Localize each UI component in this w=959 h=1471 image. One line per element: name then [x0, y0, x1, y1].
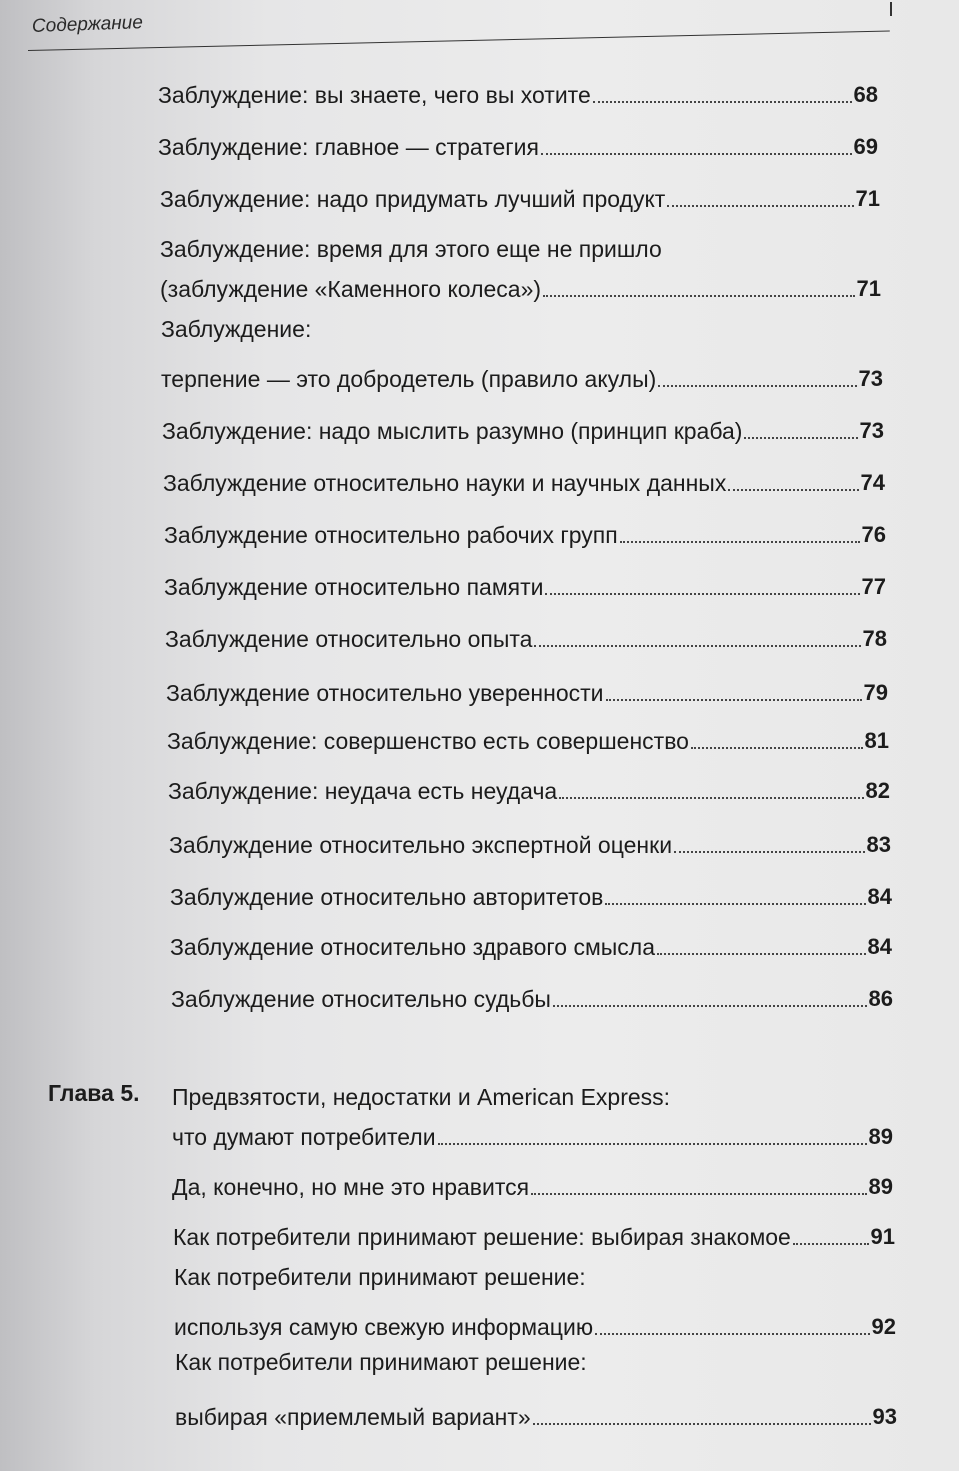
toc-entry-title: Заблуждение относительно рабочих групп [164, 522, 618, 548]
toc-line [174, 1310, 896, 1340]
toc-line [175, 1345, 897, 1375]
toc-entry [167, 724, 889, 754]
toc-entry [164, 570, 886, 600]
toc-entry-title: выбирая «приемлемый вариант» [175, 1404, 531, 1430]
page-number: 71 [855, 186, 880, 211]
toc-entry-title: Заблуждение относительно опыта [165, 626, 533, 652]
toc-entry [173, 1220, 895, 1250]
dot-leader [593, 101, 852, 103]
toc-line [166, 676, 888, 706]
dot-leader [744, 437, 857, 439]
toc-entry [174, 1260, 896, 1340]
page-number: 74 [860, 470, 885, 495]
dot-leader [691, 747, 863, 749]
dot-leader [543, 295, 854, 297]
toc-line [158, 78, 878, 108]
page-number: 84 [867, 884, 892, 909]
toc-line [167, 724, 889, 754]
toc-line [171, 982, 893, 1012]
toc-line [175, 1400, 897, 1430]
page-number: 91 [870, 1224, 895, 1249]
toc-entry [175, 1345, 897, 1430]
page-number: 86 [868, 986, 893, 1011]
toc-entry [161, 312, 883, 392]
toc-line [172, 1120, 893, 1150]
toc-line [161, 362, 883, 392]
toc-entry-title: Заблуждение: время для этого еще не пришло [160, 236, 662, 262]
toc-line [165, 622, 887, 652]
toc-line [158, 130, 878, 160]
toc-line [172, 1080, 893, 1110]
dot-leader [793, 1243, 869, 1245]
page-number: 68 [853, 82, 878, 107]
page-number: 93 [872, 1404, 897, 1429]
page-number: 71 [856, 276, 881, 301]
dot-leader [534, 645, 860, 647]
dot-leader [559, 797, 863, 799]
toc-line [168, 774, 890, 804]
toc-entry-title: используя самую свежую информацию [174, 1314, 594, 1340]
dot-leader [620, 541, 860, 543]
dot-leader [531, 1193, 866, 1195]
dot-leader [667, 205, 853, 207]
toc-entry-title: Как потребители принимают решение: [174, 1264, 586, 1290]
toc-entry-title: Как потребители принимают решение: выбирая знакомое [173, 1224, 791, 1250]
page-number: 92 [871, 1314, 896, 1339]
toc-entry [170, 930, 892, 960]
toc-entry-title: Заблуждение относительно науки и научных данных [163, 470, 727, 496]
page-number: 77 [861, 574, 886, 599]
toc-line [170, 930, 892, 960]
toc-entry [160, 182, 880, 212]
toc-entry [172, 1080, 893, 1150]
toc-entry-title: Заблуждение относительно здравого смысла [170, 934, 655, 960]
toc-entry [160, 232, 881, 302]
page-number: 83 [866, 832, 891, 857]
toc-line [163, 466, 885, 496]
page-number: 76 [861, 522, 886, 547]
toc-line [161, 312, 883, 342]
dot-leader [595, 1333, 869, 1335]
dot-leader [674, 851, 864, 853]
toc-entry [168, 774, 890, 804]
page-number: 84 [867, 934, 892, 959]
toc-entry [171, 982, 893, 1012]
toc-entry-title: Заблуждение относительно авторитетов [170, 884, 604, 910]
toc-entry [165, 622, 887, 652]
dot-leader [541, 153, 852, 155]
toc-line [160, 232, 881, 262]
toc-line [169, 828, 891, 858]
toc-entry-title: Заблуждение относительно судьбы [171, 986, 551, 1012]
dot-leader [605, 903, 865, 905]
dot-leader [657, 953, 866, 955]
toc-line [174, 1260, 896, 1290]
toc-entry-title: Заблуждение: надо мыслить разумно (принцип краба) [162, 418, 743, 444]
dot-leader [533, 1423, 871, 1425]
page-number: 69 [853, 134, 878, 159]
toc-entry [163, 466, 885, 496]
dot-leader [606, 699, 862, 701]
page-number: 81 [864, 728, 889, 753]
page-number: 89 [868, 1124, 893, 1149]
dot-leader [553, 1005, 867, 1007]
page-number: 73 [859, 418, 884, 443]
toc-entry-title: что думают потребители [172, 1124, 436, 1150]
toc-entry-title: Заблуждение относительно памяти [164, 574, 544, 600]
toc-entry-title: Да, конечно, но мне это нравится [172, 1174, 530, 1200]
toc-line [160, 272, 881, 302]
toc-entry [164, 518, 886, 548]
dot-leader [658, 385, 856, 387]
toc-line [173, 1220, 895, 1250]
page-number: 89 [868, 1174, 893, 1199]
toc-line [162, 414, 884, 444]
toc-entry [158, 130, 878, 160]
toc-entry-title: Предвзятости, недостатки и American Express: [172, 1084, 671, 1110]
toc-entry [169, 828, 891, 858]
page-number: 73 [858, 366, 883, 391]
toc-line [164, 570, 886, 600]
header-title: Содержание [31, 12, 144, 37]
dot-leader [545, 593, 859, 595]
toc-entry-title: Заблуждение: совершенство есть совершенство [167, 728, 689, 754]
toc-entry-title: Заблуждение относительно экспертной оценки [169, 832, 673, 858]
toc-entry-title: Заблуждение: вы знаете, чего вы хотите [158, 82, 591, 108]
chapter-label: Глава 5. [48, 1080, 140, 1106]
dot-leader [728, 489, 858, 491]
toc-entry-title: (заблуждение «Каменного колеса») [160, 276, 542, 302]
toc-entry-title: Заблуждение: неудача есть неудача [168, 778, 558, 804]
page-number: 79 [863, 680, 888, 705]
toc-entry [172, 1170, 893, 1200]
toc-line [172, 1170, 893, 1200]
toc-line [170, 880, 892, 910]
toc-entry [166, 676, 888, 706]
toc-entry-title: Как потребители принимают решение: [175, 1349, 587, 1375]
toc-entry-title: Заблуждение: надо придумать лучший продукт [160, 186, 666, 212]
page-number: 82 [865, 778, 890, 803]
toc-line [164, 518, 886, 548]
toc-entry [158, 78, 878, 108]
toc-entry-title: Заблуждение: главное — стратегия [158, 134, 539, 160]
dot-leader [438, 1143, 867, 1145]
toc-entry-title: терпение — это добродетель (правило акулы) [161, 366, 657, 392]
page-number: 78 [862, 626, 887, 651]
toc-line [160, 182, 880, 212]
toc-entry-title: Заблуждение: [161, 316, 312, 342]
toc-entry [162, 414, 884, 444]
toc-entry [170, 880, 892, 910]
toc-entry-title: Заблуждение относительно уверенности [166, 680, 604, 706]
